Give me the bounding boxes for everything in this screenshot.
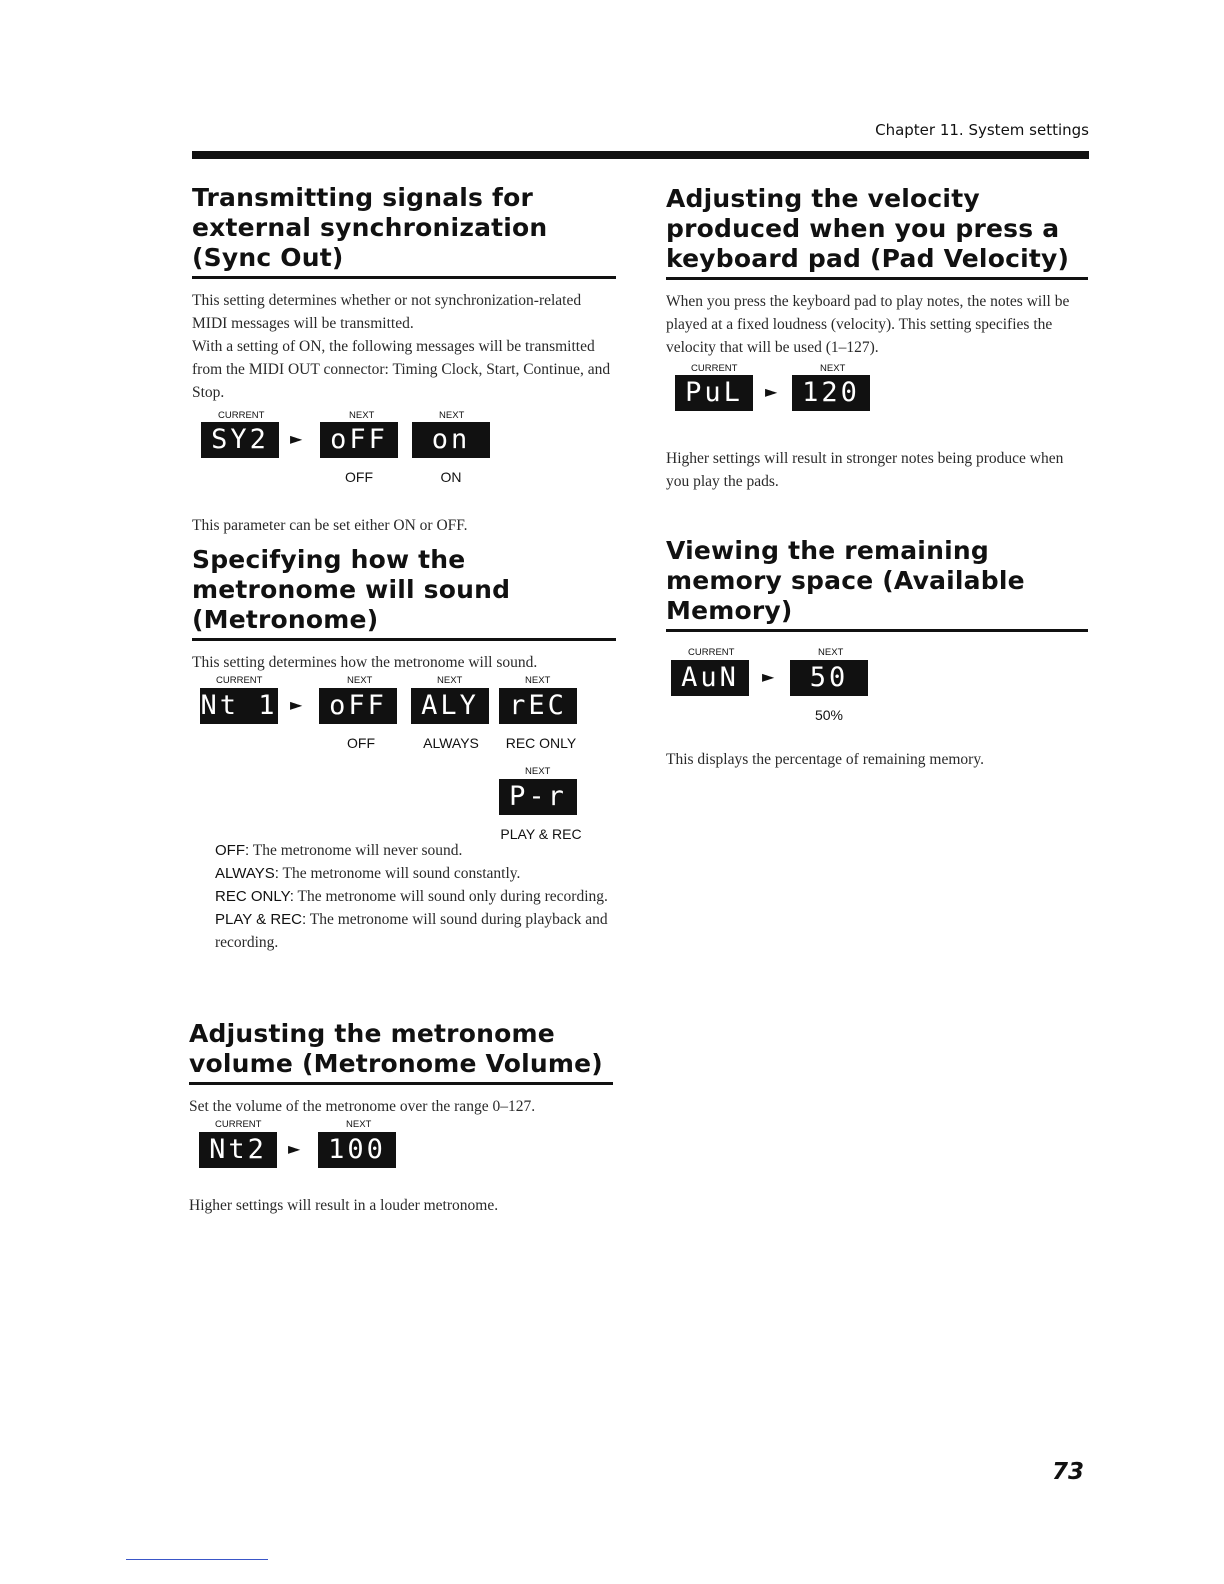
lcd-display-next: 100: [318, 1132, 396, 1168]
next-caption: NEXT: [437, 675, 463, 686]
chapter-header: Chapter 11. System settings: [875, 121, 1089, 139]
paragraph: With a setting of ON, the following messages will be transmitted from the MIDI OUT connector: Timing Clock, Start, Continue, and Stop.: [192, 338, 611, 401]
lcd-display-rec-only: rEC: [499, 688, 577, 724]
next-caption: NEXT: [346, 1119, 372, 1130]
term: OFF:: [215, 842, 250, 859]
arrow-right-icon: ►: [762, 667, 775, 686]
list-item: [215, 839, 615, 862]
section-metronome: [192, 545, 616, 864]
list-item: [215, 862, 615, 885]
metronome-option-list: [215, 839, 615, 954]
lcd-display-next: 50: [790, 660, 868, 696]
paragraph: This setting determines how the metronome will sound.: [192, 654, 538, 671]
lcd-display-on: on: [412, 422, 490, 458]
next-caption: NEXT: [349, 410, 375, 421]
page-number: 73: [1051, 1459, 1084, 1485]
paragraph: Higher settings will result in a louder metronome.: [189, 1197, 499, 1214]
footer-link-underline: [126, 1559, 268, 1560]
section-title: Viewing the remaining memory space (Available Memory): [666, 536, 1088, 632]
list-item: [215, 885, 615, 908]
lcd-display-next: 120: [792, 375, 870, 411]
arrow-right-icon: ►: [765, 382, 778, 401]
display-diagram: [666, 632, 1088, 748]
lcd-display-current: PuL: [675, 375, 753, 411]
current-caption: CURRENT: [216, 675, 263, 686]
lcd-display-always: ALY: [411, 688, 489, 724]
lcd-display-current: Nt2: [199, 1132, 277, 1168]
next-caption: NEXT: [525, 766, 551, 777]
lcd-display-off: oFF: [320, 422, 398, 458]
option-label-play-rec: PLAY & REC: [500, 826, 582, 842]
display-diagram: [666, 359, 1088, 447]
definition: The metronome will never sound.: [249, 842, 463, 859]
next-caption: NEXT: [439, 410, 465, 421]
definition: The metronome will sound during playback and recording.: [215, 911, 608, 951]
value-label-percent: 50%: [814, 707, 844, 723]
paragraph: Higher settings will result in stronger notes being produce when you play the pads.: [666, 450, 1064, 490]
display-diagram: [192, 674, 616, 864]
option-label-rec-only: REC ONLY: [505, 735, 577, 751]
section-title: Adjusting the metronome volume (Metronome Volume): [189, 1019, 613, 1085]
lcd-display-current: AuN: [671, 660, 749, 696]
definition: The metronome will sound constantly.: [278, 865, 521, 882]
display-diagram: [189, 1118, 613, 1194]
paragraph: This displays the percentage of remaining memory.: [666, 751, 984, 768]
option-label-off: OFF: [347, 735, 375, 751]
section-title: Transmitting signals for external synchronization (Sync Out): [192, 183, 616, 279]
term: REC ONLY:: [215, 888, 294, 905]
definition: The metronome will sound only during recording.: [293, 888, 608, 905]
section-sync-out: [192, 183, 616, 537]
section-title: Specifying how the metronome will sound (Metronome): [192, 545, 616, 641]
lcd-display-current: Nt 1: [200, 688, 278, 724]
display-diagram: [192, 404, 616, 514]
header-rule: [192, 151, 1089, 159]
section-metronome-volume: [189, 1019, 613, 1217]
arrow-right-icon: ►: [290, 429, 303, 448]
option-label-on: ON: [440, 469, 462, 485]
lcd-display-play-rec: P-r: [499, 779, 577, 815]
paragraph: This setting determines whether or not synchronization-related MIDI messages will be transmitted.: [192, 292, 582, 332]
list-item: [215, 908, 615, 954]
option-label-always: ALWAYS: [423, 735, 479, 751]
arrow-right-icon: ►: [288, 1139, 301, 1158]
paragraph: Set the volume of the metronome over the range 0–127.: [189, 1098, 536, 1115]
next-caption: NEXT: [347, 675, 373, 686]
section-pad-velocity: [666, 184, 1088, 493]
paragraph: When you press the keyboard pad to play notes, the notes will be played at a fixed loudness (velocity). This setting specifies the velocity that will be used (1–127).: [666, 293, 1070, 356]
current-caption: CURRENT: [215, 1119, 262, 1130]
lcd-display-current: SY2: [201, 422, 279, 458]
paragraph: This parameter can be set either ON or OFF.: [192, 517, 468, 534]
current-caption: CURRENT: [688, 647, 735, 658]
section-title: Adjusting the velocity produced when you press a keyboard pad (Pad Velocity): [666, 184, 1088, 280]
arrow-right-icon: ►: [290, 695, 303, 714]
term: PLAY & REC:: [215, 911, 307, 928]
current-caption: CURRENT: [691, 363, 738, 374]
section-available-memory: [666, 536, 1088, 771]
next-caption: NEXT: [820, 363, 846, 374]
lcd-display-off: oFF: [319, 688, 397, 724]
current-caption: CURRENT: [218, 410, 265, 421]
option-label-off: OFF: [345, 469, 373, 485]
next-caption: NEXT: [525, 675, 551, 686]
next-caption: NEXT: [818, 647, 844, 658]
term: ALWAYS:: [215, 865, 279, 882]
